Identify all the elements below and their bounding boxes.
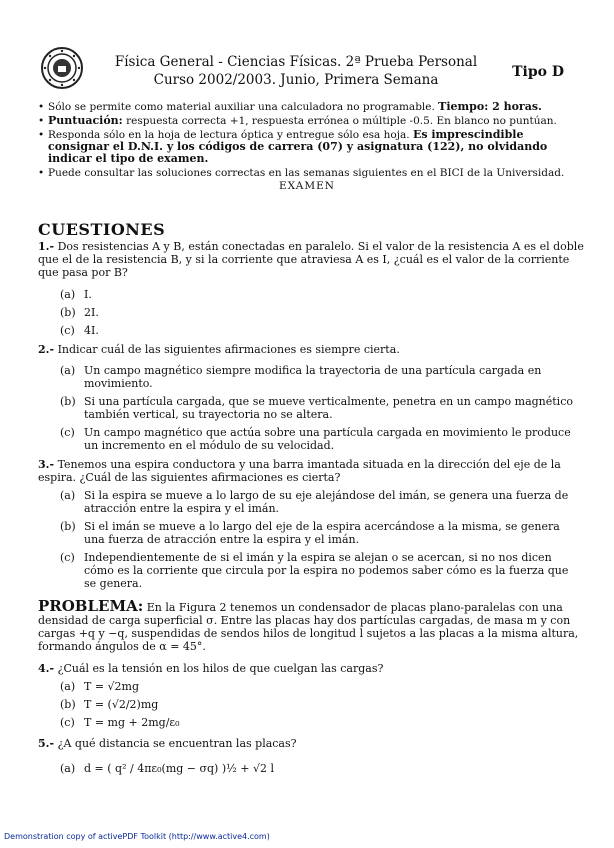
problem-text: En la Figura 2 tenemos un condensador de placas plano-paralelas con una densidad de carga superficial σ. Entre las placas hay dos partículas cargadas, de masa m y con cargas +q y −q, suspendidas de sendos hilos de longitud l sujetos a las placas a la misma altura, formando ángulos de α = 45°. bbox=[38, 601, 579, 653]
question-1-options bbox=[60, 288, 582, 342]
answer-option: (c) Un campo magnético que actúa sobre una partícula cargada en movimiento le produce un incremento en el módulo de su velocidad. bbox=[60, 426, 571, 452]
answer-option: (b) T = (√2/2)mg bbox=[60, 698, 159, 711]
question-4 bbox=[38, 662, 584, 675]
exam-header-title bbox=[86, 53, 506, 89]
section-title-problema: PROBLEMA: bbox=[38, 597, 144, 615]
question-number: 2.- bbox=[38, 343, 55, 356]
section-title-cuestiones: CUESTIONES bbox=[38, 220, 166, 239]
answer-option: (c) 4I. bbox=[60, 324, 99, 337]
question-5 bbox=[38, 737, 584, 750]
question-text: Dos resistencias A y B, están conectadas en paralelo. Si el valor de la resistencia A es el doble que el de la resistencia B, y si la corriente que atraviesa A es I, ¿cuál es el valor de la corriente que pasa por B? bbox=[38, 240, 584, 279]
problem-statement bbox=[38, 597, 584, 653]
question-2 bbox=[38, 343, 584, 356]
answer-option: (a) d = ( q² / 4πε₀(mg − σq) )½ + √2 l bbox=[60, 762, 275, 775]
answer-option: (a) Si la espira se mueve a lo largo de su eje alejándose del imán, se genera una fuerza de atracción entre la espira y el imán. bbox=[60, 489, 569, 515]
question-number: 4.- bbox=[38, 662, 55, 675]
question-3 bbox=[38, 458, 584, 484]
answer-option: (b) Si una partícula cargada, que se mueve verticalmente, penetra en un campo magnético también vertical, su trayectoria no se altera. bbox=[60, 395, 573, 421]
question-text: ¿Cuál es la tensión en los hilos de que cuelgan las cargas? bbox=[57, 662, 384, 675]
instruction-item: • Puntuación: respuesta correcta +1, respuesta errónea o múltiple -0.5. En blanco no puntúan. bbox=[38, 115, 582, 127]
question-1 bbox=[38, 240, 584, 279]
university-seal-icon bbox=[40, 46, 84, 90]
exam-type-label: Tipo D bbox=[512, 64, 564, 80]
question-4-options bbox=[60, 680, 582, 734]
exam-label: EXAMEN bbox=[279, 180, 335, 192]
instruction-item: • Puede consultar las soluciones correctas en las semanas siguientes en el BICI de la Universidad. bbox=[38, 167, 582, 179]
question-text: ¿A qué distancia se encuentran las placas? bbox=[57, 737, 297, 750]
answer-option: (a) I. bbox=[60, 288, 92, 301]
question-3-options bbox=[60, 489, 582, 595]
answer-option: (a) Un campo magnético siempre modifica la trayectoria de una partícula cargada en movimiento. bbox=[60, 364, 542, 390]
question-number: 5.- bbox=[38, 737, 55, 750]
question-number: 1.- bbox=[38, 240, 55, 253]
answer-option: (a) T = √2mg bbox=[60, 680, 140, 693]
instruction-item: • Sólo se permite como material auxiliar una calculadora no programable. Tiempo: 2 horas. bbox=[38, 101, 582, 113]
answer-option: (c) T = mg + 2mg/ε₀ bbox=[60, 716, 180, 729]
instructions-list bbox=[38, 101, 582, 181]
question-2-options bbox=[60, 364, 582, 457]
answer-option: (b) Si el imán se mueve a lo largo del eje de la espira acercándose a la misma, se genera una fuerza de atracción entre la espira y el imán. bbox=[60, 520, 560, 546]
header-title-line1: Física General - Ciencias Físicas. 2ª Prueba Personal bbox=[114, 54, 478, 70]
answer-option: (b) 2I. bbox=[60, 306, 99, 319]
question-5-options bbox=[60, 762, 582, 780]
question-text: Indicar cuál de las siguientes afirmaciones es siempre cierta. bbox=[57, 343, 400, 356]
answer-option: (c) Independientemente de si el imán y la espira se alejan o se acercan, si no nos dicen cómo es la corriente que circula por la espira no podemos saber cómo es la fuerza que se genera. bbox=[60, 551, 569, 590]
question-number: 3.- bbox=[38, 458, 55, 471]
question-text: Tenemos una espira conductora y una barra imantada situada en la dirección del eje de la espira. ¿Cuál de las siguientes afirmaciones es cierta? bbox=[38, 458, 561, 484]
demo-watermark-footer: Demonstration copy of activePDF Toolkit (http://www.active4.com) bbox=[4, 832, 270, 841]
instruction-item: • Responda sólo en la hoja de lectura óptica y entregue sólo esa hoja. Es imprescindible consignar el D.N.I. y los códigos de carrera (07) y asignatura (122), no olvidando indicar el tipo de examen. bbox=[38, 129, 582, 165]
header-title-line2: Curso 2002/2003. Junio, Primera Semana bbox=[153, 72, 439, 88]
